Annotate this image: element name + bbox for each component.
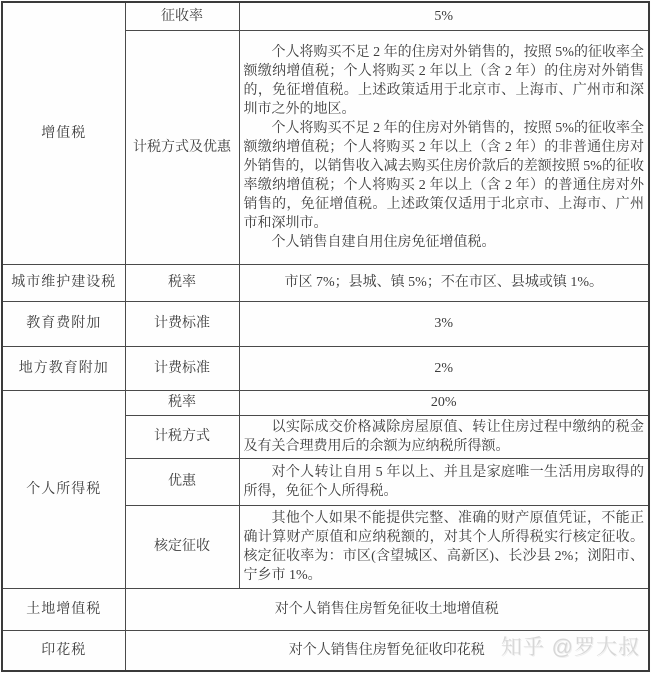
paragraph-income-method: 以实际成交价格减除房屋原值、转让住房过程中缴纳的税金及有关合理费用后的余额为应纳税所得额。 <box>243 419 644 454</box>
tax-table <box>1 1 650 672</box>
paragraph-vat-outside-cities: 个人将购买不足 2 年的住房对外销售的，按照 5%的征收率全额缴纳增值税；个人将购买 2 年以上（含 2 年）的住房对外销售的，免征增值税。上述政策适用于北京市、上海市、广州市和深圳市之外的地区。 <box>243 44 644 117</box>
paragraph-vat-self-built: 个人销售自建自用住房免征增值税。 <box>271 234 496 250</box>
table-row-education-surcharge <box>2 301 649 346</box>
table-row-income-tax-rate <box>2 390 649 415</box>
table-row-land-appreciation-tax <box>2 588 649 630</box>
cell-value-vat-method <box>239 30 649 264</box>
cell-tax-urban-maintenance: 城市维护建设税 <box>2 264 125 301</box>
cell-value-income-rate: 20% <box>239 390 649 415</box>
cell-item-income-method: 计税方式 <box>125 415 239 458</box>
cell-value-income-method <box>239 415 649 458</box>
table-row-urban-maintenance-tax <box>2 264 649 301</box>
paragraph-assessed-levy: 其他个人如果不能提供完整、准确的财产原值凭证，不能正确计算财产原值和应纳税额的，对其个人所得税实行核定征收。核定征收率为：市区(含望城区、高新区)、长沙县 2%；浏阳市、宁乡市 1%。 <box>243 510 644 583</box>
cell-item-local-education-standard: 计费标准 <box>125 346 239 390</box>
table-row-local-education-surcharge <box>2 346 649 390</box>
zhihu-watermark: 知乎 @罗大叔 <box>500 636 640 659</box>
cell-tax-vat: 增值税 <box>2 2 125 264</box>
cell-value-income-benefit <box>239 458 649 505</box>
cell-item-income-rate: 税率 <box>125 390 239 415</box>
paragraph-income-benefit: 对个人转让自用 5 年以上、并且是家庭唯一生活用房取得的所得，免征个人所得税。 <box>243 464 644 499</box>
cell-item-income-benefit: 优惠 <box>125 458 239 505</box>
paragraph-vat-major-cities: 个人将购买不足 2 年的住房对外销售的，按照 5%的征收率全额缴纳增值税；个人将购买 2 年以上（含 2 年）的非普通住房对外销售的，以销售收入减去购买住房价款后的差额按照 5%的征收率缴纳增值税；个人将购买 2 年以上（含 2 年）的普通住房对外销售的，免征增值税。上述政策仅适用于北京市、上海市、广州市和深圳市。 <box>243 120 644 231</box>
cell-item-vat-method: 计税方式及优惠 <box>125 30 239 264</box>
cell-tax-education-surcharge: 教育费附加 <box>2 301 125 346</box>
cell-value-education-standard: 3% <box>239 301 649 346</box>
cell-tax-personal-income: 个人所得税 <box>2 390 125 588</box>
cell-item-assessed-levy: 核定征收 <box>125 505 239 588</box>
cell-tax-stamp: 印花税 <box>2 630 125 671</box>
cell-item-education-standard: 计费标准 <box>125 301 239 346</box>
cell-value-assessed-levy <box>239 505 649 588</box>
cell-value-urban-rate: 市区 7%；县城、镇 5%；不在市区、县城或镇 1%。 <box>239 264 649 301</box>
cell-tax-local-education: 地方教育附加 <box>2 346 125 390</box>
cell-value-vat-rate: 5% <box>239 2 649 30</box>
cell-value-stamp: 对个人销售住房暂免征收印花税 <box>125 630 649 671</box>
cell-item-levy-rate: 征收率 <box>125 2 239 30</box>
cell-item-urban-rate: 税率 <box>125 264 239 301</box>
table-row-vat-rate <box>2 2 649 30</box>
cell-value-local-education-standard: 2% <box>239 346 649 390</box>
cell-value-land-appreciation: 对个人销售住房暂免征收土地增值税 <box>125 588 649 630</box>
cell-tax-land-appreciation: 土地增值税 <box>2 588 125 630</box>
